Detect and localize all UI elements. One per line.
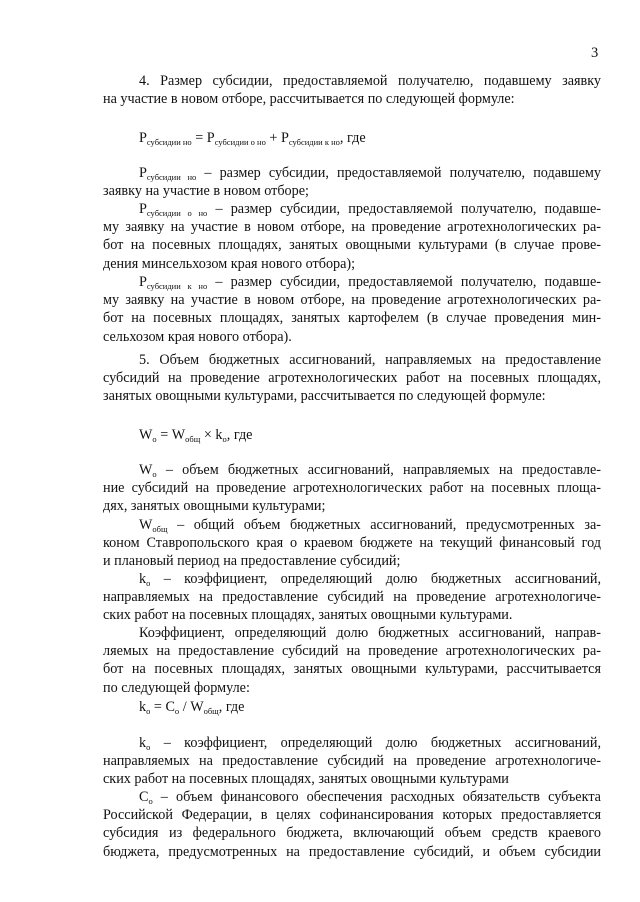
definition-subsidy-potato — [103, 273, 601, 346]
formula-budget-allocation: $W_о = W_{общ} \times k_о$, где — [139, 427, 253, 444]
text-line: Российской Федерации, в целях софинансирования которых предоставляется — [103, 807, 601, 824]
text-line: коном Ставропольского края о краевом бюджете на текущий финансовый год — [103, 535, 601, 552]
text-line: занятых овощными культурами, рассчитывается по следующей формуле: — [103, 388, 546, 405]
text-line: направляемых на предоставление субсидий на проведение агротехнологиче- — [103, 589, 601, 606]
text-line: Коэффициент, определяющий долю бюджетных ассигнований, направ- — [139, 625, 601, 641]
text-line: и плановый период на предоставление субсидий; — [103, 553, 401, 570]
formula-subsidy-total: $Р_{субсидии но} = Р_{субсидии о но} + Р_{субсидии к но}$, где — [139, 130, 366, 147]
definition-k-o-2 — [103, 734, 601, 789]
text-line: $Р_{субсидии но}$ – размер субсидии, предоставляемой получателю, подавшему — [139, 165, 601, 182]
paragraph-section-5 — [103, 351, 601, 406]
text-line: $k_о$ – коэффициент, определяющий долю бюджетных ассигнований, — [139, 571, 601, 588]
page-number: 3 — [591, 45, 599, 61]
text-line: $C_о$ – объем финансового обеспечения расходных обязательств субъекта — [139, 789, 601, 806]
text-line: ние субсидий на проведение агротехнологических работ на посевных площа- — [103, 480, 601, 497]
paragraph-coefficient — [103, 624, 601, 697]
text-line: дения минсельхозом края нового отбора); — [103, 255, 356, 272]
text-line: му заявку на участие в новом отборе, на проведение агротехнологических ра- — [103, 219, 601, 236]
text-line: $k_о$ – коэффициент, определяющий долю бюджетных ассигнований, — [139, 735, 601, 752]
text-line: бот на посевных площадях, занятых овощными культурами, рассчитывается — [103, 661, 601, 678]
definition-k-o — [103, 570, 601, 625]
text-line: ских работ на посевных площадях, занятых овощными культурами — [103, 771, 509, 788]
definition-w-o — [103, 461, 601, 516]
text-line: му заявку на участие в новом отборе, на проведение агротехнологических ра- — [103, 292, 601, 309]
text-line: на участие в новом отборе, рассчитывается по следующей формуле: — [103, 91, 515, 108]
text-line: $Р_{субсидии к но}$ – размер субсидии, предоставляемой получателю, подавше- — [139, 274, 601, 291]
text-line: направляемых на предоставление субсидий на проведение агротехнологиче- — [103, 753, 601, 770]
text-line: ляемых на предоставление субсидий на проведение агротехнологических ра- — [103, 643, 601, 660]
definition-subsidy-total — [103, 164, 601, 200]
text-line: заявку на участие в новом отборе; — [103, 183, 309, 200]
paragraph-section-4 — [103, 72, 601, 108]
text-line: $Р_{субсидии о но}$ – размер субсидии, предоставляемой получателю, подавше- — [139, 201, 601, 218]
text-line: бот на посевных площадях, занятых овощными культурами (в случае прове- — [103, 237, 601, 254]
text-line: $W_о$ – объем бюджетных ассигнований, направляемых на предоставле- — [139, 462, 601, 479]
definition-w-total — [103, 516, 601, 571]
text-line: ских работ на посевных площадях, занятых овощными культурами. — [103, 607, 513, 624]
text-line: субсидия из федерального бюджета, включающий объем средств краевого — [103, 825, 601, 842]
text-line: 5. Объем бюджетных ассигнований, направляемых на предоставление — [139, 352, 601, 368]
text-line: $W_{общ}$ – общий объем бюджетных ассигнований, предусмотренных за- — [139, 517, 601, 534]
formula-coefficient: $k_о = C_о / W_{общ}$, где — [139, 699, 245, 716]
text-line: бот на посевных площадях, занятых картофелем (в случае проведения мин- — [103, 310, 601, 327]
text-line: по следующей формуле: — [103, 679, 250, 696]
definition-subsidy-vegetables — [103, 200, 601, 273]
text-line: 4. Размер субсидии, предоставляемой получателю, подавшему заявку — [139, 73, 601, 89]
text-line: дях, занятых овощными культурами; — [103, 498, 326, 515]
text-line: сельхозом края нового отбора). — [103, 328, 292, 345]
text-line: субсидий на проведение агротехнологических работ на посевных площадях, — [103, 370, 601, 387]
definition-c-o — [103, 788, 601, 861]
text-line: бюджета, предусмотренных на предоставление субсидий, и объем субсидии — [103, 843, 601, 860]
